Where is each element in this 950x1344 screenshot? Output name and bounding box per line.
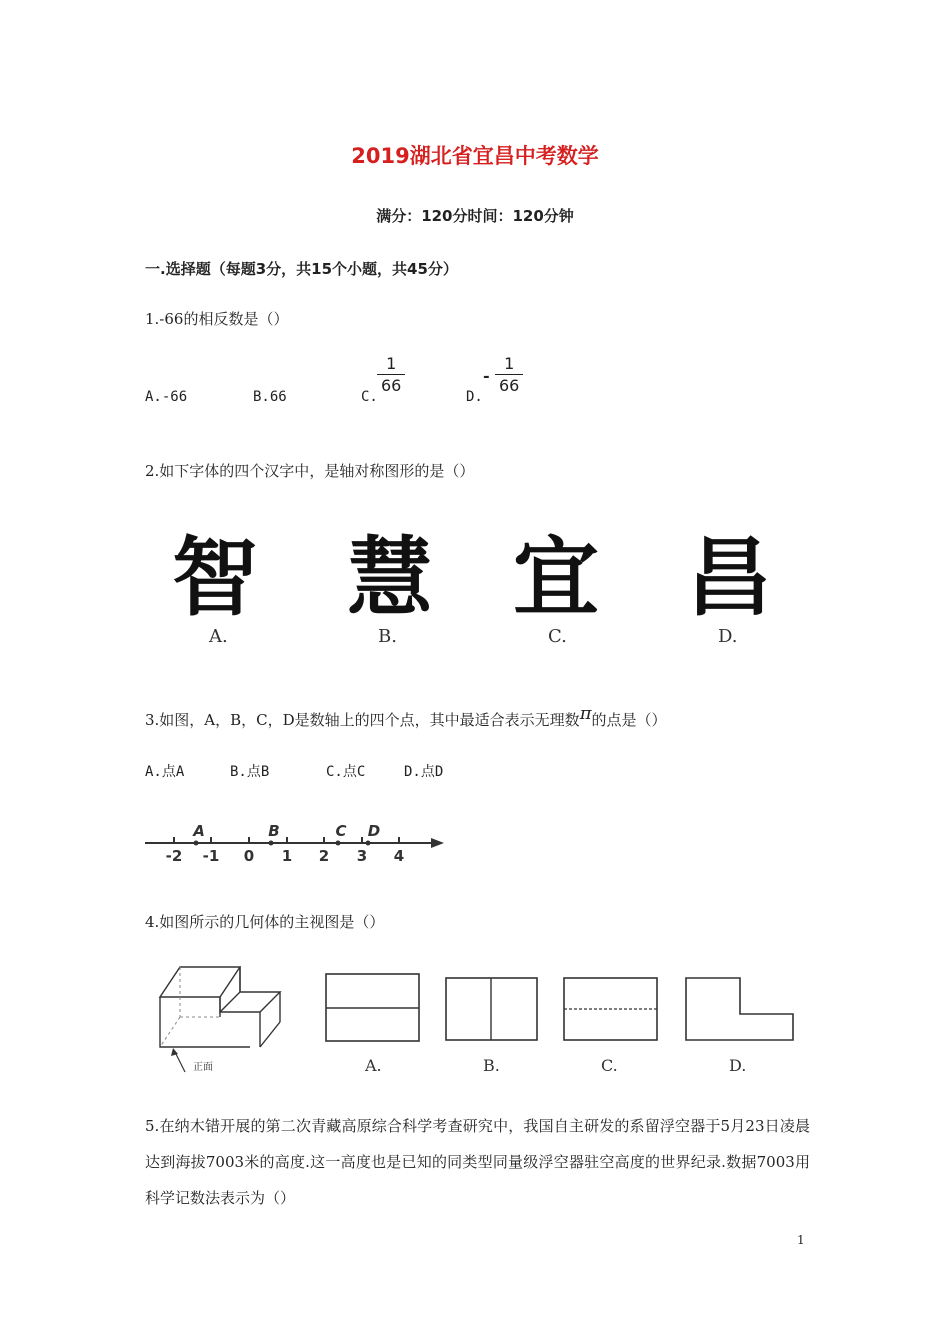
q1-fraction-c xyxy=(377,354,405,395)
option-a-figure xyxy=(320,968,425,1043)
q2-label-c: C. xyxy=(548,626,567,647)
question-1-stem: 1.-66的相反数是（） xyxy=(145,310,289,328)
q4-label-c: C. xyxy=(601,1056,618,1075)
option-b-figure xyxy=(440,972,545,1047)
q3-option-c: C.点C xyxy=(326,764,366,780)
fraction-numerator: 1 xyxy=(504,354,515,373)
question-4-stem: 4.如图所示的几何体的主视图是（） xyxy=(145,913,385,931)
q1-minus-sign: - xyxy=(483,366,490,385)
page-number: 1 xyxy=(797,1233,805,1247)
q4-label-a: A. xyxy=(365,1056,382,1075)
q3-stem-after: 的点是（） xyxy=(591,711,667,729)
tick-label: 4 xyxy=(393,847,405,865)
character-zhi: 智 xyxy=(172,528,258,628)
q3-option-a: A.点A xyxy=(145,764,185,780)
fraction-bar xyxy=(377,374,405,375)
q3-option-d: D.点D xyxy=(404,764,444,780)
fraction-numerator: 1 xyxy=(386,354,397,373)
view-outline xyxy=(686,978,793,1040)
pi-symbol: π xyxy=(579,703,592,724)
question-2-stem: 2.如下字体的四个汉字中，是轴对称图形的是（） xyxy=(145,462,475,480)
q1-option-d: D. xyxy=(466,389,483,405)
point-label: C xyxy=(335,822,347,840)
question-3-stem xyxy=(145,703,667,730)
q2-label-d: D. xyxy=(718,626,738,647)
solid-figure-step xyxy=(155,962,285,1062)
tick-label: 1 xyxy=(281,847,293,865)
point-a xyxy=(194,841,199,846)
solid-step-edge xyxy=(220,967,240,1012)
point-label: A xyxy=(193,822,205,840)
q4-label-d: D. xyxy=(729,1056,747,1075)
front-label: 正面 xyxy=(193,1062,213,1073)
tick-label: -1 xyxy=(202,847,220,865)
fraction-denominator: 66 xyxy=(499,376,520,395)
q1-option-c: C. xyxy=(361,389,378,405)
fraction-denominator: 66 xyxy=(381,376,402,395)
number-line-figure xyxy=(140,815,450,870)
point-d xyxy=(366,841,371,846)
point-c xyxy=(336,841,341,846)
point-label: D xyxy=(367,822,381,840)
exam-info: 满分：120分时间：120分钟 xyxy=(376,207,574,225)
tick-label: 2 xyxy=(318,847,330,865)
q3-option-b: B.点B xyxy=(230,764,270,780)
point-label: B xyxy=(268,822,280,840)
tick-label: -2 xyxy=(165,847,183,865)
option-d-figure xyxy=(680,972,800,1047)
q2-label-b: B. xyxy=(378,626,397,647)
character-chang: 昌 xyxy=(686,528,772,628)
section-heading: 一.选择题（每题3分，共15个小题，共45分） xyxy=(145,260,458,278)
point-b xyxy=(269,841,274,846)
tick-label: 3 xyxy=(356,847,368,865)
option-c-figure xyxy=(558,972,663,1047)
q2-label-a: A. xyxy=(209,626,228,647)
page-title: 2019湖北省宜昌中考数学 xyxy=(351,144,599,168)
solid-step-top xyxy=(220,992,280,1012)
character-yi: 宜 xyxy=(513,528,599,628)
q3-stem-before: 3.如图，A，B，C，D是数轴上的四个点，其中最适合表示无理数 xyxy=(145,711,580,729)
tick-label: 0 xyxy=(243,847,255,865)
character-hui: 慧 xyxy=(347,528,433,628)
axis-arrow-icon xyxy=(431,838,444,848)
solid-edge xyxy=(260,1022,280,1047)
q1-fraction-d xyxy=(495,354,523,395)
fraction-bar xyxy=(495,374,523,375)
q4-label-b: B. xyxy=(483,1056,500,1075)
q1-option-a: A.-66 xyxy=(145,389,188,405)
q1-option-b: B.66 xyxy=(253,389,287,405)
question-5-stem: 5.在纳木错开展的第二次青藏高原综合科学考查研究中，我国自主研发的系留浮空器于5月23日凌晨达到海拔7003米的高度.这一高度也是已知的同类型同量级浮空器驻空高度的世界纪录.数据7003用科学记数法表示为（） xyxy=(145,1117,810,1207)
